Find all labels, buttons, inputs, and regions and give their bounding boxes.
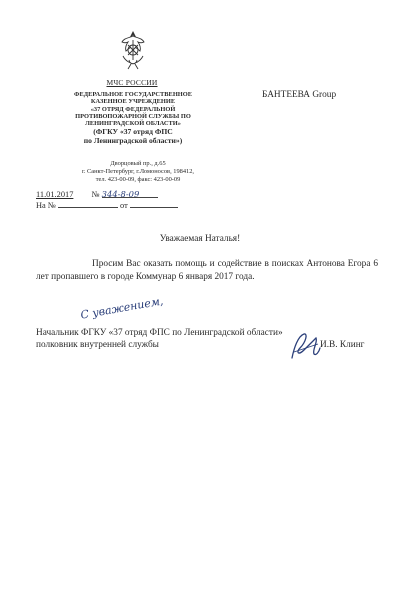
org-line-5: ЛЕНИНГРАДСКОЙ ОБЛАСТИ» bbox=[85, 120, 181, 128]
handwritten-note bbox=[78, 294, 165, 324]
address-line-1: Дворцовый пр., д.65 bbox=[110, 160, 166, 167]
signature-title-line-1: Начальник ФГКУ «37 отряд ФПС по Ленинградской области» bbox=[36, 328, 283, 338]
emchs-emblem-icon bbox=[120, 30, 146, 72]
from-label: от bbox=[120, 201, 128, 210]
org-line-2: КАЗЕННОЕ УЧРЕЖДЕНИЕ bbox=[90, 98, 176, 106]
reference-label: На № bbox=[36, 201, 56, 210]
reference-row bbox=[36, 199, 178, 211]
org-line-1: ФЕДЕРАЛЬНОЕ ГОСУДАРСТВЕННОЕ bbox=[74, 91, 192, 98]
org-line-3: «37 ОТРЯД ФЕДЕРАЛЬНОЙ bbox=[90, 105, 176, 113]
address-line-2: г. Санкт-Петербург, г.Ломоносов, 198412, bbox=[81, 168, 195, 175]
org-short-name: МЧС РОССИИ bbox=[106, 78, 158, 87]
signature-title-line-2: полковник внутренней службы bbox=[36, 340, 159, 350]
org-abbr-line-1: (ФГКУ «37 отряд ФПС bbox=[93, 126, 173, 136]
letterhead-org bbox=[66, 91, 200, 145]
greeting: Уважаемая Наталья! bbox=[159, 234, 241, 244]
org-line-4: ПРОТИВОПОЖАРНОЙ СЛУЖБЫ ПО bbox=[75, 113, 191, 121]
handwritten-signature bbox=[288, 328, 322, 364]
signatory-name: И.В. Клинг bbox=[320, 340, 365, 350]
org-abbr-line-2: по Ленинградской области») bbox=[83, 135, 183, 145]
letterhead-address bbox=[78, 160, 198, 184]
letter-number: 344-8-09 bbox=[101, 189, 140, 199]
letter-date: 11.01.2017 bbox=[36, 190, 74, 199]
address-line-3: тел. 423-00-09, факс: 423-00-09 bbox=[95, 176, 181, 183]
recipient: БАНТЕЕВА Group bbox=[262, 90, 337, 100]
number-label: № bbox=[91, 190, 100, 199]
reference-number-blank bbox=[58, 199, 118, 208]
letter-body: Просим Вас оказать помощь и содействие в поисках Антонова Егора 6 лет пропавшего в городе Коммунар 6 января 2017 года. bbox=[36, 259, 378, 282]
handwritten-note-text: С уважением, bbox=[79, 294, 165, 322]
reference-date-blank bbox=[130, 199, 178, 208]
